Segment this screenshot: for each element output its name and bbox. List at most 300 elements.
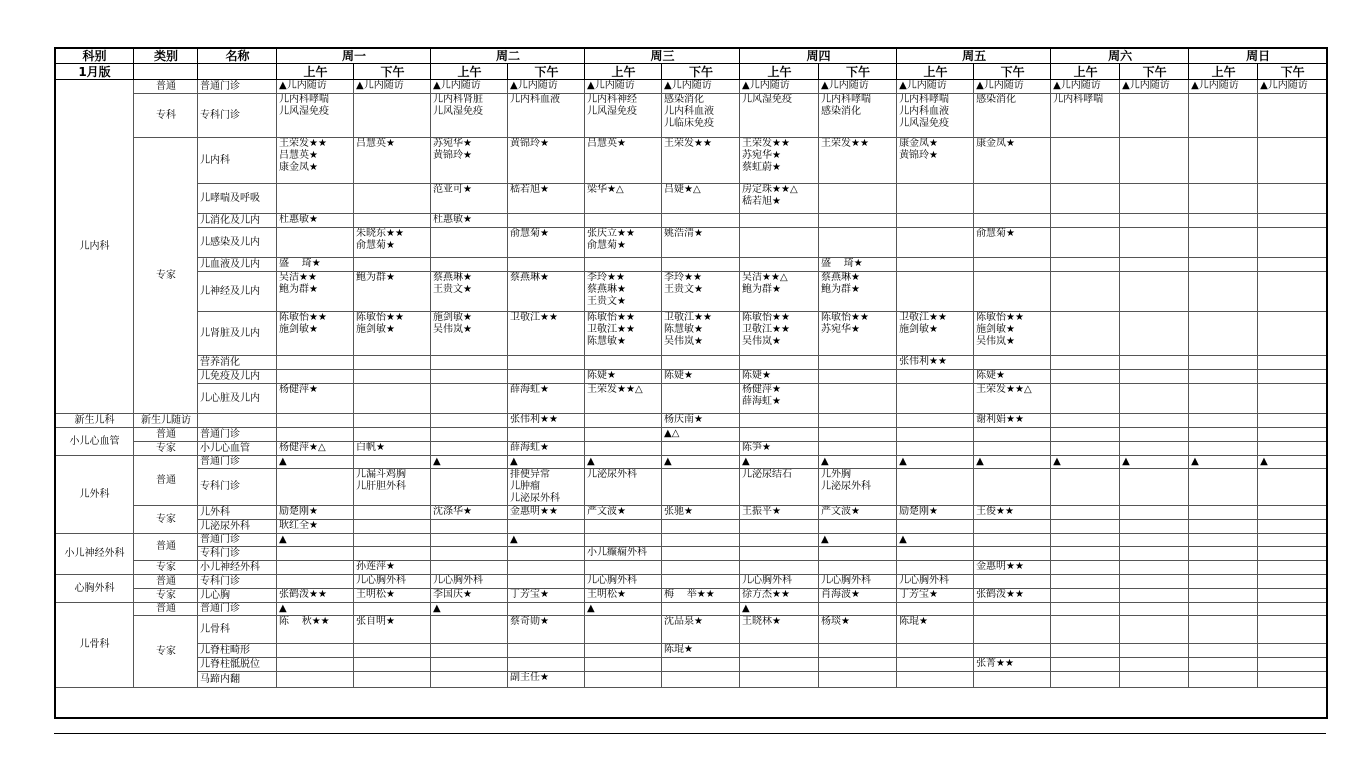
schedule-cell bbox=[1120, 312, 1189, 356]
schedule-cell: 儿内科哮喘 bbox=[1051, 94, 1120, 138]
category-cell: 专家 bbox=[134, 506, 198, 534]
schedule-cell bbox=[1051, 356, 1120, 370]
schedule-cell bbox=[354, 547, 431, 561]
schedule-cell bbox=[1051, 414, 1120, 428]
schedule-cell: 吕慧英★ bbox=[354, 138, 431, 184]
schedule-cell bbox=[354, 658, 431, 672]
schedule-cell: ▲儿内随访 bbox=[508, 80, 585, 94]
schedule-cell: 张鹤泼★★ bbox=[277, 589, 354, 603]
clinic-name-cell: 普通门诊 bbox=[198, 534, 277, 547]
schedule-cell bbox=[585, 520, 662, 534]
schedule-cell bbox=[1258, 672, 1327, 688]
schedule-cell: 王振平★ bbox=[740, 506, 819, 520]
schedule-cell bbox=[585, 672, 662, 688]
schedule-cell: ▲ bbox=[508, 456, 585, 469]
schedule-cell bbox=[897, 672, 974, 688]
schedule-cell bbox=[1120, 258, 1189, 272]
schedule-cell bbox=[740, 428, 819, 442]
schedule-cell: 陈 秋★★ bbox=[277, 616, 354, 644]
schedule-cell: 王明松★ bbox=[585, 589, 662, 603]
category-cell: 专家 bbox=[134, 442, 198, 456]
table-row bbox=[55, 138, 1327, 184]
schedule-cell: ▲儿内随访 bbox=[277, 80, 354, 94]
schedule-cell bbox=[897, 644, 974, 658]
schedule-cell bbox=[1189, 469, 1258, 506]
schedule-cell: ▲儿内随访 bbox=[1258, 80, 1327, 94]
schedule-cell bbox=[819, 561, 897, 575]
schedule-cell: ▲ bbox=[585, 603, 662, 616]
schedule-cell bbox=[1051, 644, 1120, 658]
schedule-cell bbox=[1120, 534, 1189, 547]
schedule-cell bbox=[431, 258, 508, 272]
schedule-cell bbox=[1051, 575, 1120, 589]
schedule-cell: 盛 琦★ bbox=[819, 258, 897, 272]
clinic-name-cell: 儿心胸 bbox=[198, 589, 277, 603]
schedule-cell: 施剑敏★ 吴伟岚★ bbox=[431, 312, 508, 356]
schedule-cell bbox=[974, 272, 1051, 312]
schedule-cell bbox=[819, 214, 897, 228]
schedule-cell bbox=[585, 414, 662, 428]
schedule-cell bbox=[354, 506, 431, 520]
schedule-cell bbox=[662, 547, 740, 561]
schedule-cell: 陈婕★ bbox=[585, 370, 662, 384]
schedule-cell bbox=[585, 644, 662, 658]
table-row bbox=[55, 506, 1327, 520]
schedule-cell: ▲ bbox=[819, 534, 897, 547]
schedule-cell bbox=[1189, 520, 1258, 534]
schedule-cell bbox=[662, 384, 740, 414]
schedule-cell bbox=[1258, 370, 1327, 384]
schedule-cell: 丁芳宝★ bbox=[508, 589, 585, 603]
schedule-cell bbox=[740, 214, 819, 228]
schedule-cell bbox=[819, 644, 897, 658]
schedule-cell bbox=[819, 658, 897, 672]
clinic-name-cell: 儿血液及儿内 bbox=[198, 258, 277, 272]
schedule-cell: 杜惠敏★ bbox=[277, 214, 354, 228]
header-category: 类别 bbox=[134, 48, 198, 64]
schedule-cell bbox=[431, 384, 508, 414]
schedule-cell bbox=[277, 428, 354, 442]
schedule-cell bbox=[1258, 214, 1327, 228]
schedule-cell: 卫敬江★★ 陈慧敏★ 吴伟岚★ bbox=[662, 312, 740, 356]
schedule-cell: ▲ bbox=[740, 603, 819, 616]
header-am: 上午 bbox=[277, 64, 354, 80]
schedule-cell: ▲ bbox=[740, 456, 819, 469]
schedule-cell: 金惠明★★ bbox=[508, 506, 585, 520]
schedule-cell bbox=[662, 672, 740, 688]
schedule-cell bbox=[585, 534, 662, 547]
category-cell: 专家 bbox=[134, 616, 198, 688]
schedule-cell bbox=[974, 469, 1051, 506]
department-cell: 儿外科 bbox=[55, 456, 134, 534]
schedule-cell bbox=[354, 184, 431, 214]
schedule-cell: ▲儿内随访 bbox=[1120, 80, 1189, 94]
category-cell: 专科 bbox=[134, 94, 198, 138]
schedule-cell bbox=[897, 520, 974, 534]
schedule-cell bbox=[508, 258, 585, 272]
schedule-cell: 王明松★ bbox=[354, 589, 431, 603]
clinic-name-cell: 儿神经及儿内 bbox=[198, 272, 277, 312]
schedule-cell bbox=[1258, 561, 1327, 575]
schedule-cell: 张菁★★ bbox=[974, 658, 1051, 672]
schedule-cell bbox=[819, 414, 897, 428]
schedule-cell bbox=[277, 575, 354, 589]
table-row bbox=[55, 561, 1327, 575]
schedule-cell bbox=[1189, 589, 1258, 603]
clinic-name-cell: 普通门诊 bbox=[198, 428, 277, 442]
schedule-cell: 徐方杰★★ bbox=[740, 589, 819, 603]
schedule-cell bbox=[897, 214, 974, 228]
schedule-cell: 王荣发★★ bbox=[662, 138, 740, 184]
schedule-cell bbox=[662, 356, 740, 370]
schedule-cell: 陈敏怡★★ 施剑敏★ bbox=[277, 312, 354, 356]
schedule-cell: 王荣发★★△ bbox=[974, 384, 1051, 414]
schedule-cell bbox=[508, 561, 585, 575]
schedule-cell bbox=[431, 672, 508, 688]
schedule-cell: 王荣发★★△ bbox=[585, 384, 662, 414]
schedule-cell bbox=[974, 356, 1051, 370]
schedule-cell: 陈琨★ bbox=[897, 616, 974, 644]
schedule-cell: 耿红全★ bbox=[277, 520, 354, 534]
schedule-cell: 儿泌尿结石 bbox=[740, 469, 819, 506]
schedule-cell bbox=[585, 442, 662, 456]
schedule-cell: 儿心胸外科 bbox=[897, 575, 974, 589]
schedule-cell bbox=[1051, 370, 1120, 384]
edition-label: 1月版 bbox=[55, 64, 134, 80]
schedule-cell bbox=[1189, 547, 1258, 561]
schedule-cell bbox=[1258, 228, 1327, 258]
table-row bbox=[55, 258, 1327, 272]
table-row bbox=[55, 370, 1327, 384]
schedule-cell: ▲ bbox=[277, 534, 354, 547]
schedule-cell bbox=[897, 442, 974, 456]
schedule-cell bbox=[1189, 214, 1258, 228]
schedule-cell: 康金凤★ bbox=[974, 138, 1051, 184]
clinic-name-cell: 儿脊柱畸形 bbox=[198, 644, 277, 658]
schedule-cell bbox=[662, 520, 740, 534]
schedule-cell bbox=[508, 603, 585, 616]
schedule-cell bbox=[585, 258, 662, 272]
schedule-cell bbox=[1189, 644, 1258, 658]
schedule-cell: 孙莲萍★ bbox=[354, 561, 431, 575]
schedule-cell bbox=[1120, 272, 1189, 312]
schedule-cell: 陈敏怡★★ 卫敬江★★ 陈慧敏★ bbox=[585, 312, 662, 356]
schedule-cell bbox=[1258, 575, 1327, 589]
schedule-cell bbox=[1189, 94, 1258, 138]
category-cell: 普通 bbox=[134, 534, 198, 561]
schedule-cell bbox=[1189, 561, 1258, 575]
schedule-cell bbox=[1258, 312, 1327, 356]
schedule-cell bbox=[740, 534, 819, 547]
schedule-cell bbox=[1120, 672, 1189, 688]
schedule-cell bbox=[819, 520, 897, 534]
schedule-cell bbox=[974, 547, 1051, 561]
schedule-cell: 张自明★ bbox=[354, 616, 431, 644]
schedule-cell: ▲△ bbox=[662, 428, 740, 442]
schedule-cell bbox=[1120, 644, 1189, 658]
schedule-cell bbox=[1189, 184, 1258, 214]
schedule-cell bbox=[585, 428, 662, 442]
table-row bbox=[55, 184, 1327, 214]
schedule-cell bbox=[1189, 603, 1258, 616]
schedule-cell: 儿内科神经 儿风湿免疫 bbox=[585, 94, 662, 138]
schedule-cell: ▲ bbox=[1120, 456, 1189, 469]
clinic-name-cell: 儿消化及儿内 bbox=[198, 214, 277, 228]
schedule-cell bbox=[1189, 616, 1258, 644]
schedule-cell bbox=[974, 214, 1051, 228]
schedule-cell bbox=[1258, 272, 1327, 312]
schedule-cell bbox=[354, 414, 431, 428]
schedule-cell bbox=[1051, 547, 1120, 561]
schedule-cell bbox=[431, 644, 508, 658]
schedule-cell bbox=[431, 616, 508, 644]
schedule-cell bbox=[431, 561, 508, 575]
schedule-cell: 蔡燕琳★ bbox=[508, 272, 585, 312]
schedule-cell bbox=[974, 603, 1051, 616]
category-cell: 专家 bbox=[134, 561, 198, 575]
header-name: 名称 bbox=[198, 48, 277, 64]
schedule-cell bbox=[354, 94, 431, 138]
schedule-cell bbox=[431, 356, 508, 370]
schedule-cell bbox=[431, 428, 508, 442]
schedule-cell: 朱晓东★★ 俞慧菊★ bbox=[354, 228, 431, 258]
header-pm: 下午 bbox=[819, 64, 897, 80]
header-day-mon: 周一 bbox=[277, 48, 431, 64]
schedule-cell bbox=[1051, 589, 1120, 603]
schedule-cell bbox=[585, 561, 662, 575]
schedule-cell bbox=[1120, 603, 1189, 616]
schedule-cell bbox=[1258, 469, 1327, 506]
schedule-cell bbox=[277, 547, 354, 561]
clinic-name-cell: 儿哮喘及呼吸 bbox=[198, 184, 277, 214]
schedule-cell bbox=[508, 214, 585, 228]
schedule-cell bbox=[897, 603, 974, 616]
schedule-cell: 嵇若旭★ bbox=[508, 184, 585, 214]
table-row bbox=[55, 616, 1327, 644]
header-am: 上午 bbox=[1051, 64, 1120, 80]
schedule-cell bbox=[819, 356, 897, 370]
schedule-cell: 黄锦玲★ bbox=[508, 138, 585, 184]
schedule-cell bbox=[1189, 414, 1258, 428]
schedule-cell bbox=[1120, 414, 1189, 428]
schedule-cell bbox=[354, 644, 431, 658]
schedule-cell bbox=[508, 428, 585, 442]
clinic-name-cell: 儿内科 bbox=[198, 138, 277, 184]
schedule-cell bbox=[819, 547, 897, 561]
schedule-table-wrap bbox=[54, 47, 1326, 688]
schedule-cell bbox=[508, 520, 585, 534]
schedule-cell: 沈涤华★ bbox=[431, 506, 508, 520]
schedule-cell bbox=[1120, 658, 1189, 672]
schedule-cell: 励楚刚★ bbox=[897, 506, 974, 520]
schedule-cell bbox=[1120, 370, 1189, 384]
schedule-cell: 儿心胸外科 bbox=[819, 575, 897, 589]
schedule-cell bbox=[662, 561, 740, 575]
schedule-cell: 肖海波★ bbox=[819, 589, 897, 603]
schedule-cell bbox=[897, 384, 974, 414]
schedule-cell: 严文波★ bbox=[819, 506, 897, 520]
header-pm: 下午 bbox=[662, 64, 740, 80]
category-cell: 专家 bbox=[134, 589, 198, 603]
table-row bbox=[55, 80, 1327, 94]
schedule-cell: 儿心胸外科 bbox=[354, 575, 431, 589]
footer-rule bbox=[54, 733, 1326, 734]
schedule-cell bbox=[897, 547, 974, 561]
schedule-cell bbox=[431, 370, 508, 384]
schedule-cell: 鲍为群★ bbox=[354, 272, 431, 312]
schedule-cell: 排便异常 儿肿瘤 儿泌尿外科 bbox=[508, 469, 585, 506]
schedule-cell bbox=[1258, 384, 1327, 414]
header-am: 上午 bbox=[585, 64, 662, 80]
clinic-name-cell: 儿泌尿外科 bbox=[198, 520, 277, 534]
header-dept: 科别 bbox=[55, 48, 134, 64]
schedule-cell bbox=[1051, 138, 1120, 184]
clinic-schedule-table bbox=[54, 47, 1327, 688]
schedule-cell bbox=[354, 356, 431, 370]
schedule-cell bbox=[897, 561, 974, 575]
schedule-cell bbox=[354, 534, 431, 547]
schedule-cell: ▲儿内随访 bbox=[1189, 80, 1258, 94]
schedule-cell: ▲ bbox=[508, 534, 585, 547]
schedule-cell: 李玲★★ 王贵文★ bbox=[662, 272, 740, 312]
blank-header bbox=[134, 64, 198, 80]
department-cell: 新生儿科 bbox=[55, 414, 134, 428]
schedule-cell bbox=[1051, 672, 1120, 688]
schedule-cell bbox=[354, 456, 431, 469]
table-row bbox=[55, 442, 1327, 456]
schedule-cell: ▲儿内随访 bbox=[585, 80, 662, 94]
schedule-cell: 盛 琦★ bbox=[277, 258, 354, 272]
schedule-cell bbox=[897, 258, 974, 272]
header-am: 上午 bbox=[897, 64, 974, 80]
schedule-cell bbox=[897, 272, 974, 312]
schedule-cell bbox=[1120, 428, 1189, 442]
schedule-cell bbox=[662, 442, 740, 456]
schedule-cell: 严文波★ bbox=[585, 506, 662, 520]
department-cell: 小儿心血管 bbox=[55, 428, 134, 456]
clinic-name-cell: 专科门诊 bbox=[198, 469, 277, 506]
table-row bbox=[55, 547, 1327, 561]
schedule-cell: ▲儿内随访 bbox=[1051, 80, 1120, 94]
schedule-cell bbox=[1189, 312, 1258, 356]
schedule-cell: 卫敬江★★ 施剑敏★ bbox=[897, 312, 974, 356]
schedule-cell bbox=[354, 428, 431, 442]
schedule-cell bbox=[1258, 534, 1327, 547]
schedule-cell: ▲ bbox=[897, 534, 974, 547]
schedule-cell bbox=[662, 603, 740, 616]
clinic-name-cell: 普通门诊 bbox=[198, 456, 277, 469]
department-cell: 儿骨科 bbox=[55, 603, 134, 688]
schedule-cell: ▲儿内随访 bbox=[740, 80, 819, 94]
schedule-cell: 王俊★★ bbox=[974, 506, 1051, 520]
schedule-cell: 杨健萍★△ bbox=[277, 442, 354, 456]
schedule-cell bbox=[508, 575, 585, 589]
schedule-cell bbox=[1120, 589, 1189, 603]
schedule-cell bbox=[1051, 534, 1120, 547]
schedule-cell bbox=[740, 547, 819, 561]
schedule-cell bbox=[1258, 506, 1327, 520]
clinic-name-cell: 儿感染及儿内 bbox=[198, 228, 277, 258]
schedule-cell: 张伟利★★ bbox=[897, 356, 974, 370]
schedule-cell bbox=[1189, 672, 1258, 688]
schedule-cell bbox=[1051, 384, 1120, 414]
schedule-cell bbox=[1258, 184, 1327, 214]
clinic-name-cell: 儿肾脏及儿内 bbox=[198, 312, 277, 356]
schedule-cell bbox=[819, 228, 897, 258]
schedule-cell: 感染消化 bbox=[974, 94, 1051, 138]
schedule-cell bbox=[508, 370, 585, 384]
schedule-cell bbox=[277, 469, 354, 506]
header-day-thu: 周四 bbox=[740, 48, 897, 64]
schedule-cell: 杨庆南★ bbox=[662, 414, 740, 428]
schedule-cell bbox=[1258, 589, 1327, 603]
schedule-cell bbox=[662, 258, 740, 272]
schedule-cell: 感染消化 儿内科血液 儿临床免疫 bbox=[662, 94, 740, 138]
schedule-cell bbox=[354, 258, 431, 272]
schedule-cell: 房定珠★★△ 嵇若旭★ bbox=[740, 184, 819, 214]
schedule-cell: 小儿癫痫外科 bbox=[585, 547, 662, 561]
schedule-cell bbox=[1120, 384, 1189, 414]
schedule-cell bbox=[819, 672, 897, 688]
schedule-cell bbox=[431, 520, 508, 534]
schedule-cell bbox=[1051, 616, 1120, 644]
category-cell: 专家 bbox=[134, 138, 198, 414]
header-pm: 下午 bbox=[508, 64, 585, 80]
schedule-cell bbox=[1120, 616, 1189, 644]
schedule-cell bbox=[431, 547, 508, 561]
schedule-cell bbox=[1120, 561, 1189, 575]
table-row bbox=[55, 520, 1327, 534]
schedule-cell bbox=[354, 603, 431, 616]
schedule-cell bbox=[354, 520, 431, 534]
header-pm: 下午 bbox=[974, 64, 1051, 80]
schedule-cell bbox=[1189, 575, 1258, 589]
schedule-cell bbox=[1189, 258, 1258, 272]
schedule-cell bbox=[1120, 228, 1189, 258]
schedule-cell bbox=[740, 228, 819, 258]
schedule-cell bbox=[277, 414, 354, 428]
table-row bbox=[55, 356, 1327, 370]
schedule-cell: 陈敏怡★★ 施剑敏★ 吴伟岚★ bbox=[974, 312, 1051, 356]
schedule-cell bbox=[974, 442, 1051, 456]
schedule-cell bbox=[1051, 312, 1120, 356]
schedule-cell bbox=[1258, 442, 1327, 456]
schedule-cell bbox=[585, 658, 662, 672]
clinic-name-cell: 普通门诊 bbox=[198, 80, 277, 94]
schedule-cell bbox=[662, 575, 740, 589]
clinic-name-cell: 专科门诊 bbox=[198, 94, 277, 138]
schedule-cell: 梅 举★★ bbox=[662, 589, 740, 603]
schedule-cell: 儿内科哮喘 儿风湿免疫 bbox=[277, 94, 354, 138]
header-pm: 下午 bbox=[1120, 64, 1189, 80]
schedule-cell: 陈婕★ bbox=[662, 370, 740, 384]
schedule-cell: 丁芳宝★ bbox=[897, 589, 974, 603]
schedule-cell bbox=[1051, 258, 1120, 272]
schedule-cell bbox=[1258, 414, 1327, 428]
schedule-cell bbox=[1051, 520, 1120, 534]
schedule-cell bbox=[819, 384, 897, 414]
header-day-fri: 周五 bbox=[897, 48, 1051, 64]
schedule-cell bbox=[974, 575, 1051, 589]
schedule-cell bbox=[354, 384, 431, 414]
clinic-name-cell: 营养消化 bbox=[198, 356, 277, 370]
category-cell: 普通 bbox=[134, 80, 198, 94]
schedule-cell: ▲ bbox=[1051, 456, 1120, 469]
schedule-cell bbox=[508, 547, 585, 561]
schedule-cell bbox=[1051, 442, 1120, 456]
category-cell: 普通 bbox=[134, 575, 198, 589]
schedule-cell bbox=[508, 658, 585, 672]
